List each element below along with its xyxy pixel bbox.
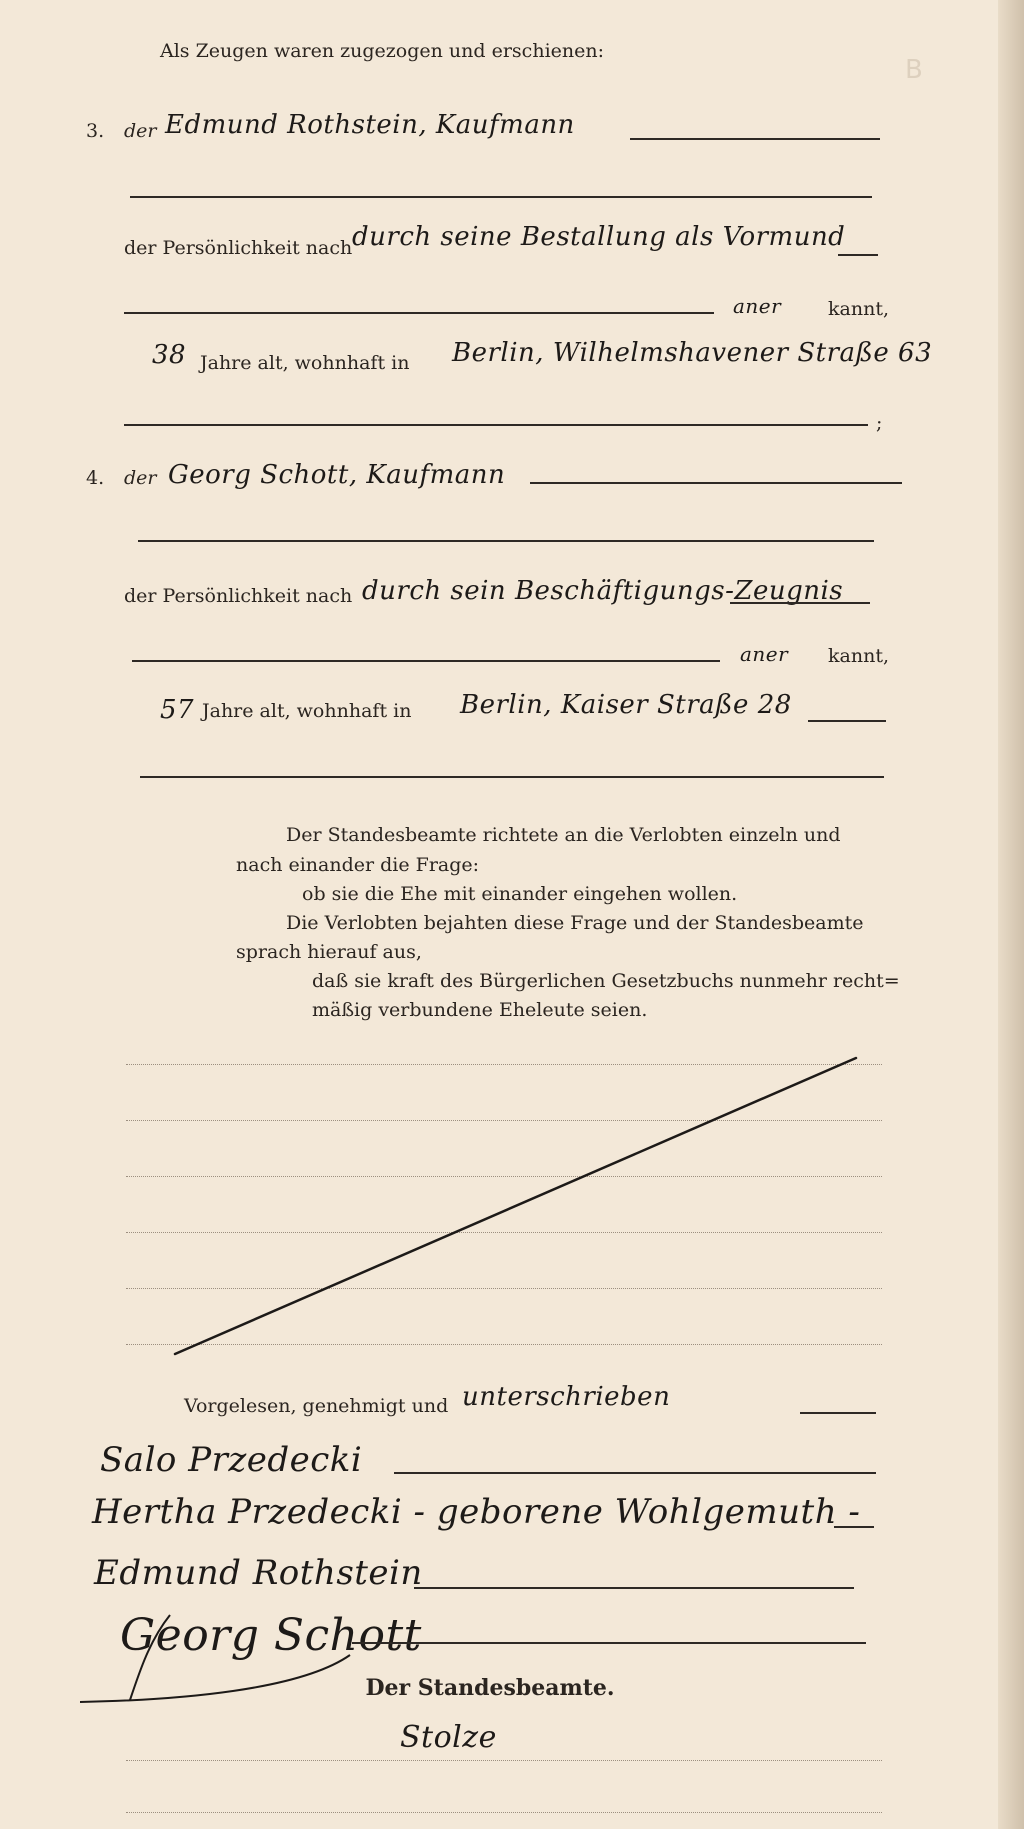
witness-3-known-suffix: kannt, [828,298,889,320]
witness-4-known-prefix: aner [740,642,789,666]
witness-4-name: Georg Schott, Kaufmann [168,460,506,490]
ceremony-line-1: Der Standesbeamte richtete an die Verlobten einzeln und [286,824,841,846]
blank-line [126,1760,882,1761]
witness-4-number: 4. [86,467,105,489]
ceremony-line-3: ob sie die Ehe mit einander eingehen wollen. [302,883,738,905]
witness-3-name: Edmund Rothstein, Kaufmann [165,110,575,140]
blank-line [126,1812,882,1813]
ceremony-line-2: nach einander die Frage: [236,854,480,876]
witness-3-identity-label: der Persönlichkeit nach [124,237,353,259]
witness-3-prefix: der [124,120,157,142]
page-edge [998,0,1024,1829]
witness-3-age-label: Jahre alt, wohnhaft in [200,352,410,374]
official-title: Der Standesbeamte. [365,1675,615,1701]
witness-4-prefix: der [124,467,157,489]
witness-3-end: ; [876,412,883,434]
witness-4-residence: Berlin, Kaiser Straße 28 [460,690,792,720]
official-signature: Stolze [400,1720,497,1755]
witness-4-identity: durch sein Beschäftigungs-Zeugnis [362,576,844,606]
ceremony-line-5: sprach hierauf aus, [236,941,422,963]
signature-groom: Salo Przedecki [100,1440,363,1480]
witness-4-age: 57 [160,695,195,725]
witness-4-age-label: Jahre alt, wohnhaft in [202,700,412,722]
witnesses-intro: Als Zeugen waren zugezogen und erschienen: [160,40,605,62]
ceremony-line-7: mäßig verbundene Eheleute seien. [312,999,648,1021]
ceremony-line-4: Die Verlobten bejahten diese Frage und der Standesbeamte [286,912,864,934]
signature-bride: Hertha Przedecki - geborene Wohlgemuth - [92,1492,861,1532]
witness-3-known-prefix: aner [733,294,782,318]
bleed-through-mark: B [905,55,923,85]
closing-handwritten: unterschrieben [462,1382,671,1412]
witness-3-number: 3. [86,120,105,142]
signature-witness-4: Georg Schott [120,1610,422,1661]
witness-3-residence: Berlin, Wilhelmshavener Straße 63 [452,338,933,368]
witness-3-identity: durch seine Bestallung als Vormund [352,222,846,252]
witness-4-identity-label: der Persönlichkeit nach [124,585,353,607]
witness-4-known-suffix: kannt, [828,645,889,667]
signature-witness-3: Edmund Rothstein [94,1553,423,1593]
witness-3-age: 38 [152,340,187,370]
ceremony-line-6: daß sie kraft des Bürgerlichen Gesetzbuchs nunmehr recht= [312,970,900,992]
closing-label: Vorgelesen, genehmigt und [184,1395,449,1417]
